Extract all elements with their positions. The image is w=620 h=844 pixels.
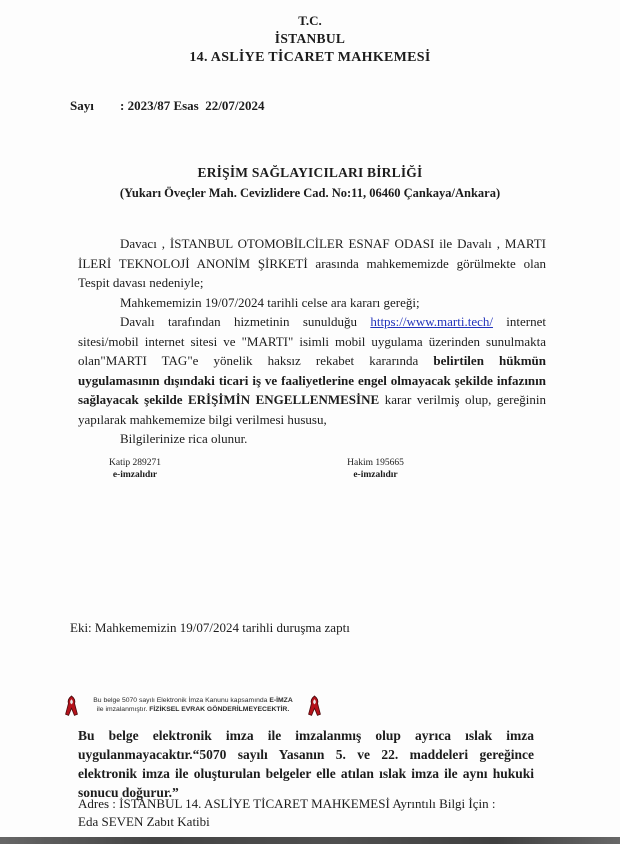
stamp-line-2 xyxy=(84,706,302,715)
esignature-stamp-text xyxy=(84,697,302,714)
stamp-line2-normal: ile imzalanmıştır. xyxy=(96,706,150,713)
signature-judge-esign-note: e-imzalıdır xyxy=(353,470,398,480)
case-number-value: : 2023/87 Esas 22/07/2024 xyxy=(120,98,265,113)
stamp-line-1 xyxy=(84,697,302,706)
photo-edge-shadow xyxy=(0,837,620,844)
signature-judge-title: Hakim 195665 xyxy=(347,458,404,468)
case-number-label: Sayı xyxy=(70,98,94,113)
decision-text-after-link: internet sitesi/mobil internet sitesi ve "MARTI" isimli mobil uygulama üzerinden sunulmakta olan"MARTI TAG"e yönelik haksız rekabet kararında xyxy=(78,314,546,368)
document-header xyxy=(0,12,620,67)
paragraph-hearing-ref: Mahkememizin 19/07/2024 tarihli celse ara kararı gereği; xyxy=(120,294,420,310)
stamp-line2-bold: FİZİKSEL EVRAK GÖNDERİLMEYECEKTİR. xyxy=(149,706,290,713)
recipient-block xyxy=(0,163,620,203)
document-body xyxy=(78,234,546,449)
stamp-line1-normal: Bu belge 5070 sayılı Elektronik İmza Kanunu kapsamında xyxy=(93,697,270,705)
legal-notice-paragraph: Bu belge elektronik imza ile imzalanmış olup ayrıca ıslak imza uygulanmayacaktır.“5070 sayılı Yasanın 5. ve 22. maddeleri gereğince elektronik imza ile oluşturulan belgeler elle atılan ıslak imza ile aynı hukuki sonucu doğurur.” xyxy=(78,728,534,800)
paragraph-parties: Davacı , İSTANBUL OTOMOBİLCİLER ESNAF ODASI ile Davalı , MARTI İLERİ TEKNOLOJİ ANONİM ŞİRKETİ arasında mahkememizde görülmekte olan Tespit davası nedeniyle; xyxy=(78,236,546,290)
header-court-name: 14. ASLİYE TİCARET MAHKEMESİ xyxy=(189,50,431,65)
decision-bold-ruling: belirtilen hükmün uygulamasının dışındaki ticari iş ve faaliyetlerine engel olmayacak şekilde infazının sağlayacak şekilde ERİŞİMİN ENGELLENMESİNE xyxy=(78,353,546,407)
document-footer xyxy=(78,795,560,830)
esign-ribbon-icon xyxy=(307,695,322,717)
signature-row xyxy=(0,458,620,498)
signature-clerk-esign-note: e-imzalıdır xyxy=(112,470,158,480)
paragraph-decision xyxy=(78,312,546,429)
esign-ribbon-icon xyxy=(64,695,79,717)
footer-address-line: Adres : İSTANBUL 14. ASLİYE TİCARET MAHKEMESİ Ayrıntılı Bilgi İçin : xyxy=(78,796,496,811)
stamp-line1-bold: E-İMZA xyxy=(269,697,293,705)
esignature-stamp xyxy=(64,695,322,717)
decision-text-after-bold: karar verilmiş olup, gereğinin yapılarak mahkememize bilgi verilmesi hususu, xyxy=(78,392,546,427)
signature-judge xyxy=(328,458,423,480)
case-number-line xyxy=(70,98,264,114)
recipient-name: ERİŞİM SAĞLAYICILARI BİRLİĞİ xyxy=(197,165,423,180)
header-republic-line: T.C. xyxy=(298,13,322,28)
recipient-address: (Yukarı Öveçler Mah. Cevizlidere Cad. No:11, 06460 Çankaya/Ankara) xyxy=(119,186,501,200)
header-city-line: İSTANBUL xyxy=(274,31,346,46)
signature-clerk-title: Katip 289271 xyxy=(109,458,161,468)
marti-tech-link[interactable]: https://www.marti.tech/ xyxy=(370,314,493,329)
footer-clerk-line: Eda SEVEN Zabıt Katibi xyxy=(78,813,210,829)
signature-clerk xyxy=(90,458,180,480)
paragraph-closing: Bilgilerinize rica olunur. xyxy=(120,431,248,446)
decision-text-before-link: Davalı tarafından hizmetinin sunulduğu xyxy=(120,314,371,329)
attachment-line: Eki: Mahkememizin 19/07/2024 tarihli duruşma zaptı xyxy=(70,620,350,635)
